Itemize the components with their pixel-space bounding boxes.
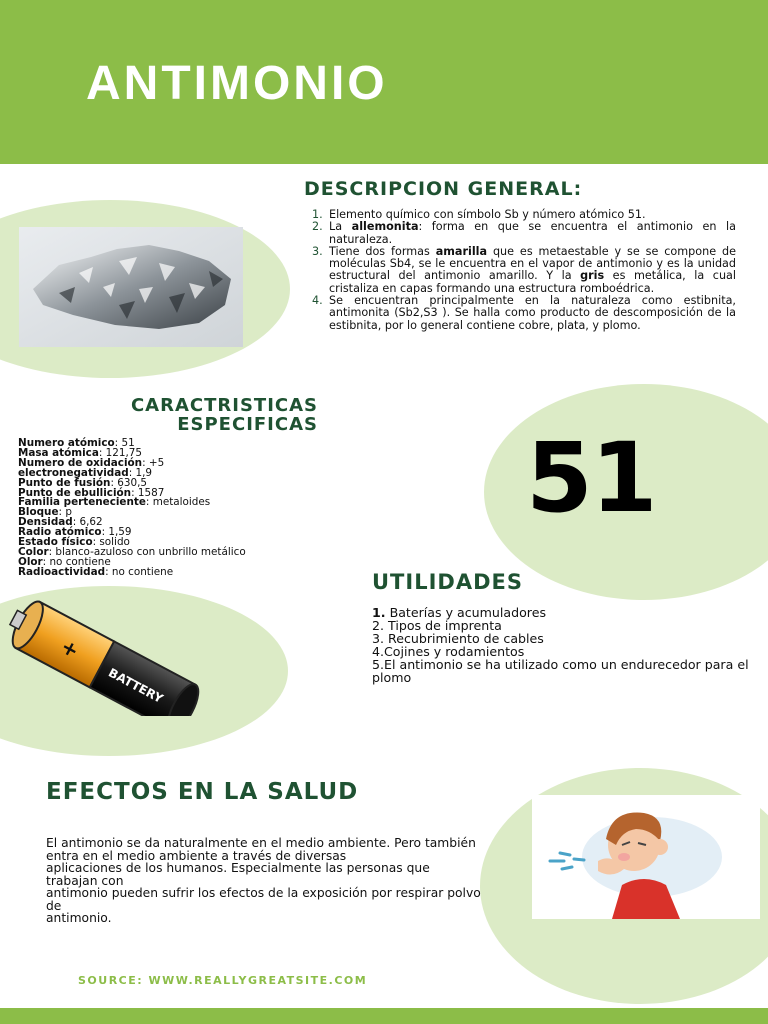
list-item: 3. Recubrimiento de cables — [372, 631, 544, 647]
list-item: 1. Elemento químico con símbolo Sb y número atómico 51. — [312, 208, 646, 221]
list-item: 2. Tipos de imprenta — [372, 618, 502, 634]
property-row: Radio atómico: 1,59 — [18, 526, 132, 539]
list-item: 5.El antimonio se ha utilizado como un endurecedor para el plomo — [372, 657, 749, 686]
utilities-list — [372, 606, 752, 685]
antimony-mineral-image — [19, 227, 243, 347]
list-item: 3. Tiene dos formas amarilla que es metaestable y se se compone de moléculas Sb4, se le encuentra en el vapor de antimonio y es la unidad estructural del antimonio amarillo. Y la gris es metálica, la cual cristaliza en capas formando una estructura romboédrica. — [312, 244, 736, 295]
property-row: electronegatividad: 1,9 — [18, 466, 153, 479]
description-heading: DESCRIPCION GENERAL: — [304, 178, 583, 200]
property-row: Radioactividad: no contiene — [18, 565, 174, 578]
property-row: Densidad: 6,62 — [18, 516, 103, 529]
health-effects-heading: EFECTOS EN LA SALUD — [46, 779, 359, 805]
header-banner — [0, 0, 768, 164]
list-item: 2. La allemonita: forma en que se encuentra el antimonio en la naturaleza. — [312, 220, 736, 246]
footer-bar — [0, 1008, 768, 1024]
properties-list — [18, 439, 318, 578]
utilities-heading: UTILIDADES — [372, 570, 523, 594]
property-row: Olor: no contiene — [18, 555, 111, 568]
property-row: Estado físico: solido — [18, 536, 130, 549]
description-list — [312, 209, 736, 332]
property-row: Masa atómica: 121,75 — [18, 446, 143, 459]
property-row: Familia perteneciente: metaloides — [18, 496, 211, 509]
atomic-number: 51 — [526, 422, 656, 534]
property-row: Bloque: p — [18, 506, 72, 519]
list-item: 1. Baterías y acumuladores — [372, 605, 547, 620]
svg-text:+: + — [57, 634, 84, 664]
characteristics-heading: CARACTRISTICAS ESPECIFICAS — [130, 395, 318, 435]
list-item: 4.Cojines y rodamientos — [372, 644, 525, 660]
page-title: ANTIMONIO — [86, 57, 388, 110]
property-row: Numero atómico: 51 — [18, 437, 135, 449]
svg-text:BATTERY: BATTERY — [106, 665, 166, 706]
health-effects-text: El antimonio se da naturalmente en el medio ambiente. Pero también entra en el medio ambiente a través de diversas aplicaciones de los humanos. Especialmente las personas que trabajan con antimonio pueden sufrir los efectos de la exposición por respirar polvo de antimonio. — [46, 836, 481, 925]
property-row: Color: blanco-azuloso con unbrillo metálico — [18, 545, 246, 558]
property-row: Punto de fusión: 630,5 — [18, 476, 147, 489]
source-credit: SOURCE: WWW.REALLYGREATSITE.COM — [78, 974, 368, 987]
list-item: 4. Se encuentran principalmente en la naturaleza como estibnita, antimonita (Sb2,S3 ). Se halla como producto de descomposición de la estibnita, por lo general contiene cobre, plata, y plomo. — [312, 294, 736, 332]
property-row: Punto de ebullición: 1587 — [18, 486, 165, 499]
coughing-child-image — [532, 795, 760, 919]
property-row: Numero de oxidación: +5 — [18, 456, 165, 469]
battery-image — [0, 592, 256, 716]
